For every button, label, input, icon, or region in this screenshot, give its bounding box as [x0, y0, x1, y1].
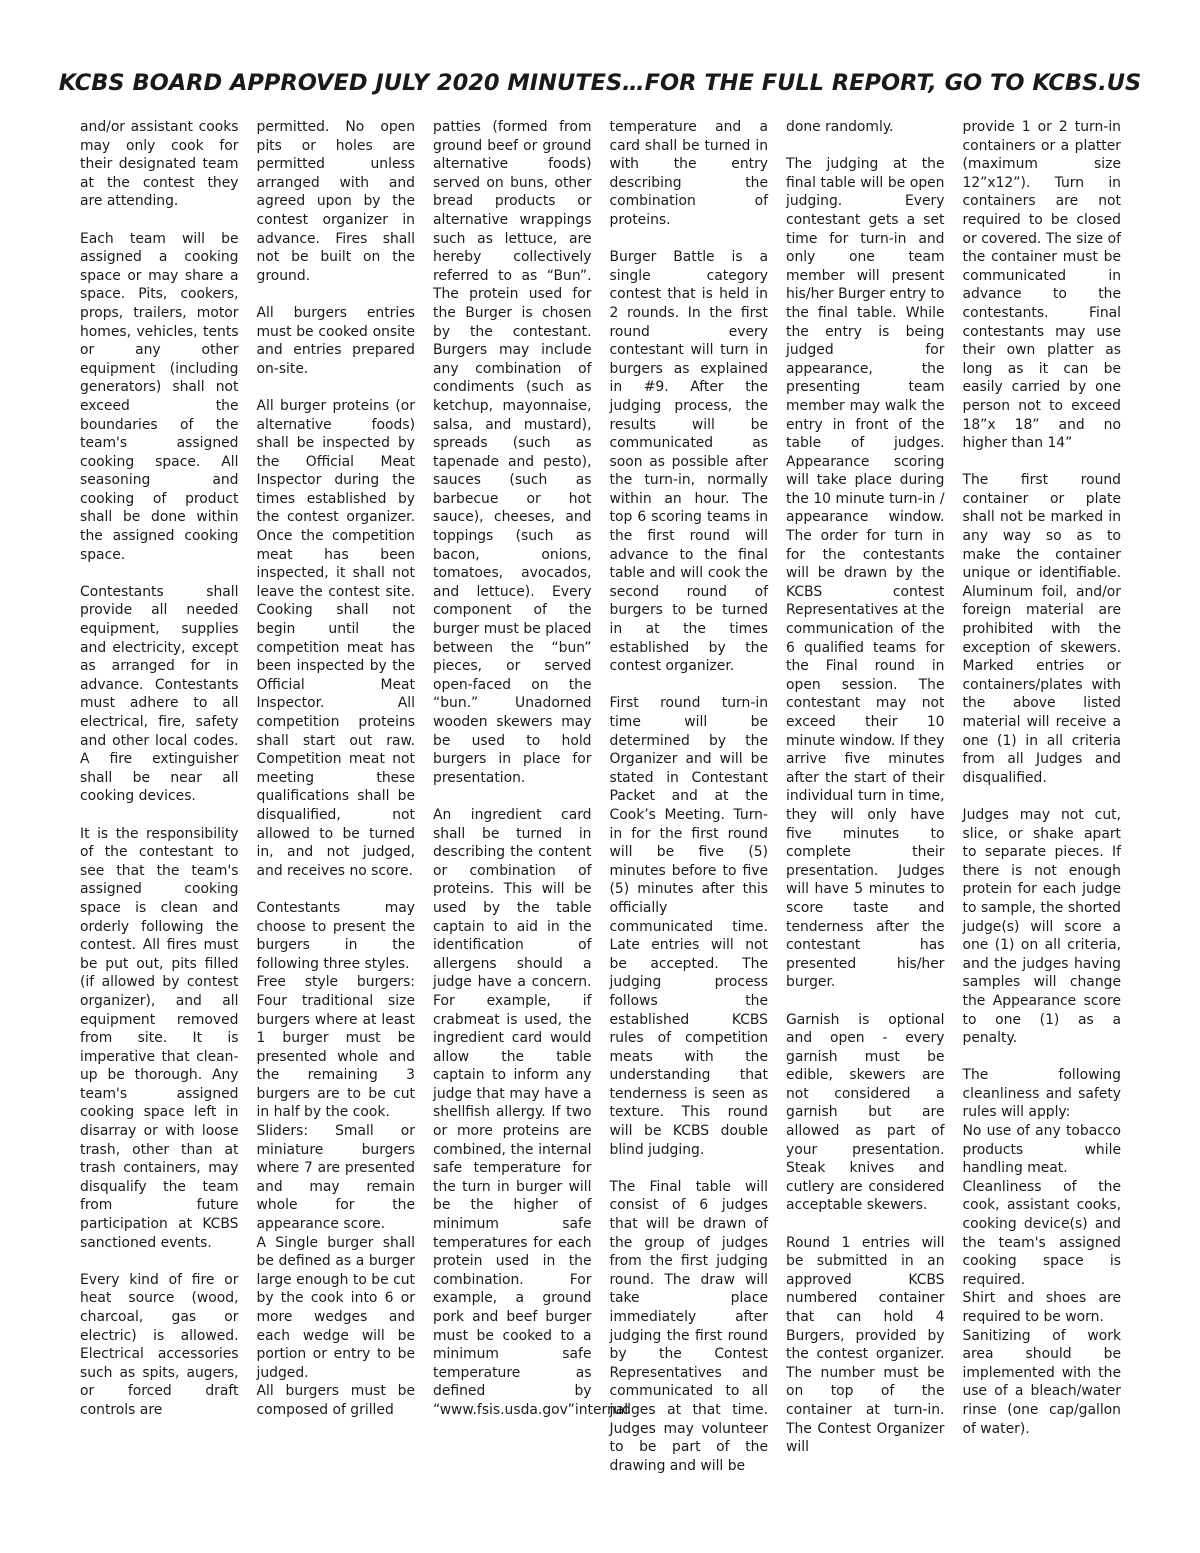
column-4: [610, 118, 769, 1488]
paragraph: The judging at the final table will be open judging. Every contestant gets a set time for turn-in and only one team member will present his/her Burger entry to the final table. While the entry is being judged for appearance, the presenting team member may walk the entry in front of the table of judges. Appearance scoring will take place during the 10 minute turn-in / appearance window. The order for turn in for the contestants will be drawn by the KCBS contest Representatives at the communication of the 6 qualified teams for the Final round in open session. The contestant may not exceed their 10 minute window. If they arrive five minutes after the start of their individual turn in time, they will only have five minutes to complete their presentation. Judges will have 5 minutes to score taste and tenderness after the contestant has presented his/her burger.: [786, 156, 945, 991]
paragraph: The Final table will consist of 6 judges that will be drawn of the group of judges from the first judging round. The draw will take place immediately after judging the first round by the Contest Representatives and communicated to all judges at that time. Judges may volunteer to be part of the drawing and will be: [609, 1178, 768, 1474]
article-columns: [80, 118, 1124, 1488]
column-2: [257, 118, 416, 1488]
paragraph: First round turn-in time will be determined by the Organizer and will be stated in Contestant Packet and at the Cook’s Meeting. Turn-in for the first round will be five (5) minutes before to five (5) minutes after this officially communicated time. Late entries will not be accepted. The judging process follows the established KCBS rules of competition meats with the understanding that tenderness is seen as texture. This round will be KCBS double blind judging.: [609, 695, 768, 1158]
paragraph: Round 1 entries will be submitted in an approved KCBS numbered container that can hold 4 Burgers, provided by the contest organizer. The number must be on top of the container at turn-in. The Contest Organizer will: [786, 1234, 945, 1456]
paragraph: It is the responsibility of the contestant to see that the team's assigned cooking space is clean and orderly following the contest. All fires must be put out, pits filled (if allowed by contest organizer), and all equipment removed from site. It is imperative that clean-up be thorough. Any team's assigned cooking space left in disarray or with loose trash, other than at trash containers, may disqualify the team from future participation at KCBS sanctioned events.: [80, 825, 239, 1251]
paragraph: Judges may not cut, slice, or shake apart to separate pieces. If there is not enough protein for each judge to sample, the shorted judge(s) will score a one (1) on all criteria, and the judges having samples will change the Appearance score to one (1) as a penalty.: [962, 806, 1121, 1047]
paragraph: All burger proteins (or alternative foods) shall be inspected by the Official Meat Inspector during the times established by the contest organizer. Once the competition meat has been inspected, it shall not leave the contest site. Cooking shall not begin until the competition meat has been inspected by the Official Meat Inspector. All competition proteins shall start out raw. Competition meat not meeting these qualifications shall be disqualified, not allowed to be turned in, and not judged, and receives no score.: [256, 397, 415, 879]
paragraph: patties (formed from ground beef or ground alternative foods) served on buns, other bread products or alternative wrappings such as lettuce, are hereby collectively referred to as “Bun”. The protein used for the Burger is chosen by the contestant. Burgers may include any combination of condiments (such as ketchup, mayonnaise, salsa, and mustard), spreads (such as tapenade and pesto), sauces (such as barbecue or hot sauce), cheeses, and toppings (such as bacon, onions, tomatoes, avocados, and lettuce). Every component of the burger must be placed between the “bun” pieces, or served open-faced on the “bun.” Unadorned wooden skewers may be used to hold burgers in place for presentation.: [433, 119, 592, 786]
paragraph: Each team will be assigned a cooking space or may share a space. Pits, cookers, props, trailers, motor homes, vehicles, tents or any other equipment (including generators) shall not exceed the boundaries of the team's assigned cooking space. All seasoning and cooking of product shall be done within the assigned cooking space.: [80, 230, 239, 563]
paragraph: Shirt and shoes are required to be worn.: [962, 1290, 1121, 1325]
paragraph: A Single burger shall be defined as a burger large enough to be cut by the cook into 6 or more wedges and each wedge will be portion or entry to be judged.: [256, 1234, 415, 1381]
paragraph: Sanitizing of work area should be implemented with the use of a bleach/water rinse (one cap/gallon of water).: [962, 1327, 1121, 1437]
paragraph: Contestants may choose to present the burgers in the following three styles.: [256, 899, 415, 972]
column-5: [786, 118, 945, 1488]
paragraph: done randomly.: [786, 119, 894, 135]
column-3: [433, 118, 629, 1488]
page-title: KCBS BOARD APPROVED JULY 2020 MINUTES…FOR THE FULL REPORT, GO TO KCBS.US: [58, 70, 1142, 96]
paragraph: and/or assistant cooks may only cook for their designated team at the contest they are attending.: [80, 119, 239, 210]
paragraph: Free style burgers: Four traditional size burgers where at least 1 burger must be presented whole and the remaining 3 burgers are to be cut in half by the cook.: [256, 974, 415, 1121]
paragraph: provide 1 or 2 turn-in containers or a platter (maximum size 12”x12”). Turn in containers are not required to be closed or covered. The size of the container must be communicated in advance to the contestants. Final contestants may use their own platter as long as it can be easily carried by one person not to exceed 18”x 18” and no higher than 14”: [962, 119, 1121, 452]
paragraph: The following cleanliness and safety rules will apply:: [962, 1067, 1121, 1121]
column-6: [963, 118, 1122, 1488]
paragraph: Every kind of fire or heat source (wood, charcoal, gas or electric) is allowed. Electrical accessories such as spits, augers, or forced draft controls are: [80, 1271, 239, 1418]
paragraph: Sliders: Small or miniature burgers where 7 are presented and may remain whole for the appearance score.: [256, 1123, 415, 1233]
paragraph: All burgers must be composed of grilled: [256, 1383, 415, 1418]
paragraph: Cleanliness of the cook, assistant cooks, cooking device(s) and the team's assigned cooking space is required.: [962, 1178, 1121, 1288]
paragraph: No use of any tobacco products while handling meat.: [962, 1123, 1121, 1177]
paragraph: Garnish is optional and open - every garnish must be edible, skewers are not considered a garnish but are allowed as part of your presentation. Steak knives and cutlery are considered acceptable skewers.: [786, 1011, 945, 1214]
paragraph: Burger Battle is a single category contest that is held in 2 rounds. In the first round every contestant will turn in burgers as explained in #9. After the judging process, the results will be communicated as soon as possible after the turn-in, normally within an hour. The top 6 scoring teams in the first round will advance to the final table and will cook the second round of burgers to be turned in at the times established by the contest organizer.: [609, 249, 768, 675]
column-1: [80, 118, 239, 1488]
paragraph: permitted. No open pits or holes are permitted unless arranged with and agreed upon by the contest organizer in advance. Fires shall not be built on the ground.: [256, 119, 415, 284]
paragraph: temperature and a card shall be turned in with the entry describing the combination of proteins.: [609, 119, 768, 228]
paragraph: An ingredient card shall be turned in describing the content or combination of proteins. This will be used by the table captain to aid in the identification of allergens should a judge have a concern. For example, if crabmeat is used, the ingredient card would allow the table captain to inform any judge that may have a shellfish allergy. If two or more proteins are combined, the internal safe temperature for the turn in burger will be the higher of minimum safe temperatures for each protein used in the combination. For example, a ground pork and beef burger must be cooked to a minimum safe temperature as defined by “www.fsis.usda.gov”internal: [433, 806, 629, 1418]
paragraph: Contestants shall provide all needed equipment, supplies and electricity, except as arranged for in advance. Contestants must adhere to all electrical, fire, safety and other local codes. A fire extinguisher shall be near all cooking devices.: [80, 583, 239, 805]
paragraph: All burgers entries must be cooked onsite and entries prepared on-site.: [256, 304, 415, 377]
paragraph: The first round container or plate shall not be marked in any way so as to make the container unique or identifiable. Aluminum foil, and/or foreign material are prohibited with the exception of skewers. Marked entries or containers/plates with the above listed material will receive a one (1) in all criteria from all Judges and disqualified.: [962, 472, 1121, 786]
